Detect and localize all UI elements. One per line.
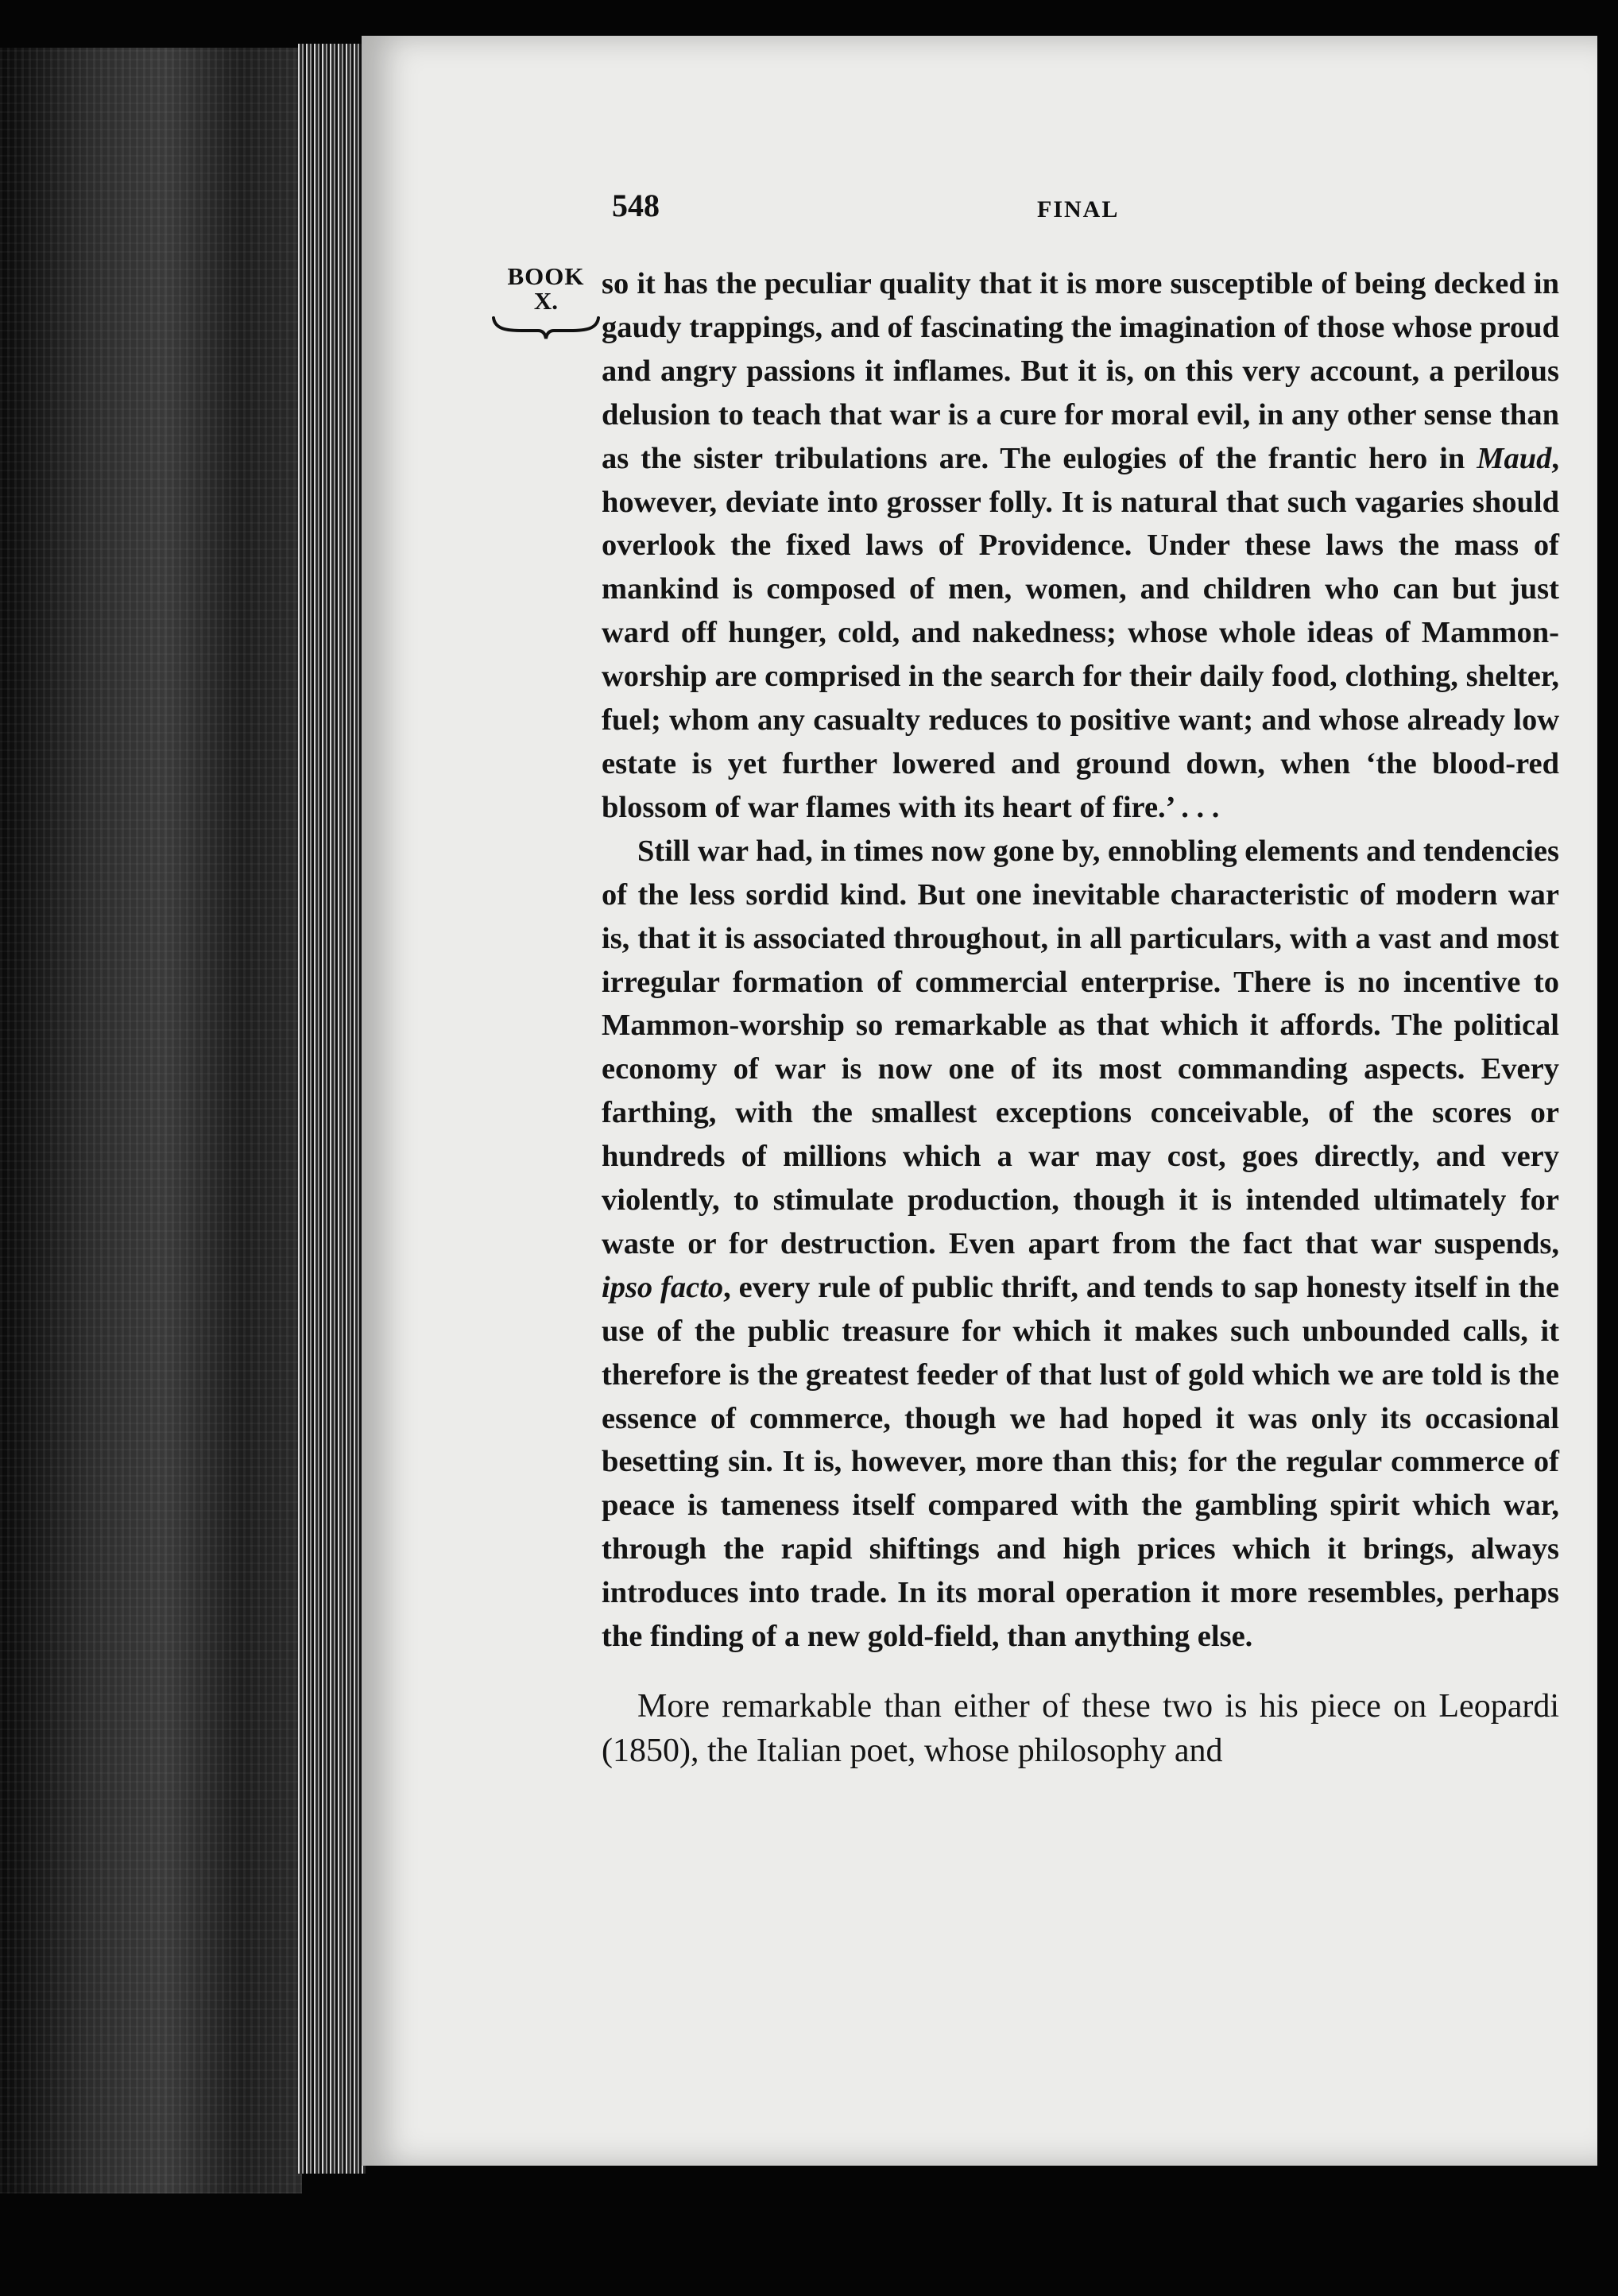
book-label: BOOK <box>507 262 585 290</box>
italic-phrase: ipso facto <box>602 1270 724 1304</box>
text-run: , every rule of public thrift, and tends to sap honesty itself in the use of the public treasure for which it makes such unbounded calls, it therefore is the greatest feeder of that lust of gold which we are told is the essence of commerce, though we had hoped it was only its occasional besetting sin. It is, however, more than this; for the regular commerce of peace is tameness itself compared with the gambling spirit which war, through the rapid shiftings and high prices which it brings, always introduces into trade. In its moral operation it more resembles, perhaps the finding of a new gold-field, than anything else. <box>602 1270 1559 1654</box>
quote-paragraph <box>602 830 1559 1659</box>
quote-paragraph <box>602 262 1559 830</box>
book-binding <box>0 48 302 2193</box>
book-number: X. <box>533 287 559 315</box>
page-edges <box>298 44 366 2174</box>
text-run: so it has the peculiar quality that it is more susceptible of being decked in gaudy trappings, and of fascinating the imagination of those whose proud and angry passions it inflames. But it is, on this very account, a perilous delusion to teach that war is a cure for moral evil, in any other sense than as the sister tribulations are. The eulogies of the frantic hero in <box>602 267 1559 475</box>
main-paragraph: More remarkable than either of these two is his piece on Leopardi (1850), the Italian poet, whose philosophy and <box>602 1688 1559 1769</box>
page-number: 548 <box>612 188 660 223</box>
brace-icon <box>490 313 602 340</box>
text-run: Still war had, in times now gone by, ennobling elements and tendencies of the less sordid kind. But one inevitable characteristic of modern war is, that it is associated throughout, in all particulars, with a vast and most irregular formation of commercial enterprise. There is no incentive to Mammon-worship so remarkable as that which it affords. The political economy of war is now one of its most commanding aspects. Every farthing, with the smallest exceptions conceivable, of the scores or hundreds of millions which a war may cost, goes directly, and very violently, to stimulate production, though it is intended ultimately for waste or for destruction. Even apart from the fact that war suspends, <box>602 834 1559 1260</box>
italic-title: Maud <box>1477 441 1552 475</box>
margin-note <box>486 264 606 340</box>
text-run: , however, deviate into grosser folly. It is natural that such vagaries should overlook the fixed laws of Providence. Under these laws the mass of mankind is composed of men, women, and children who can but just ward off hunger, cold, and nakedness; whose whole ideas of Mammon-worship are comprised in the search for their daily food, clothing, shelter, fuel; whom any casualty reduces to positive want; and whose already low estate is yet further lowered and ground down, when ‘the blood-red blossom of war flames with its heart of fire.’ . . . <box>602 441 1559 824</box>
running-head: FINAL <box>1037 196 1120 223</box>
page-header <box>612 187 1566 234</box>
body-text <box>602 262 1559 1773</box>
